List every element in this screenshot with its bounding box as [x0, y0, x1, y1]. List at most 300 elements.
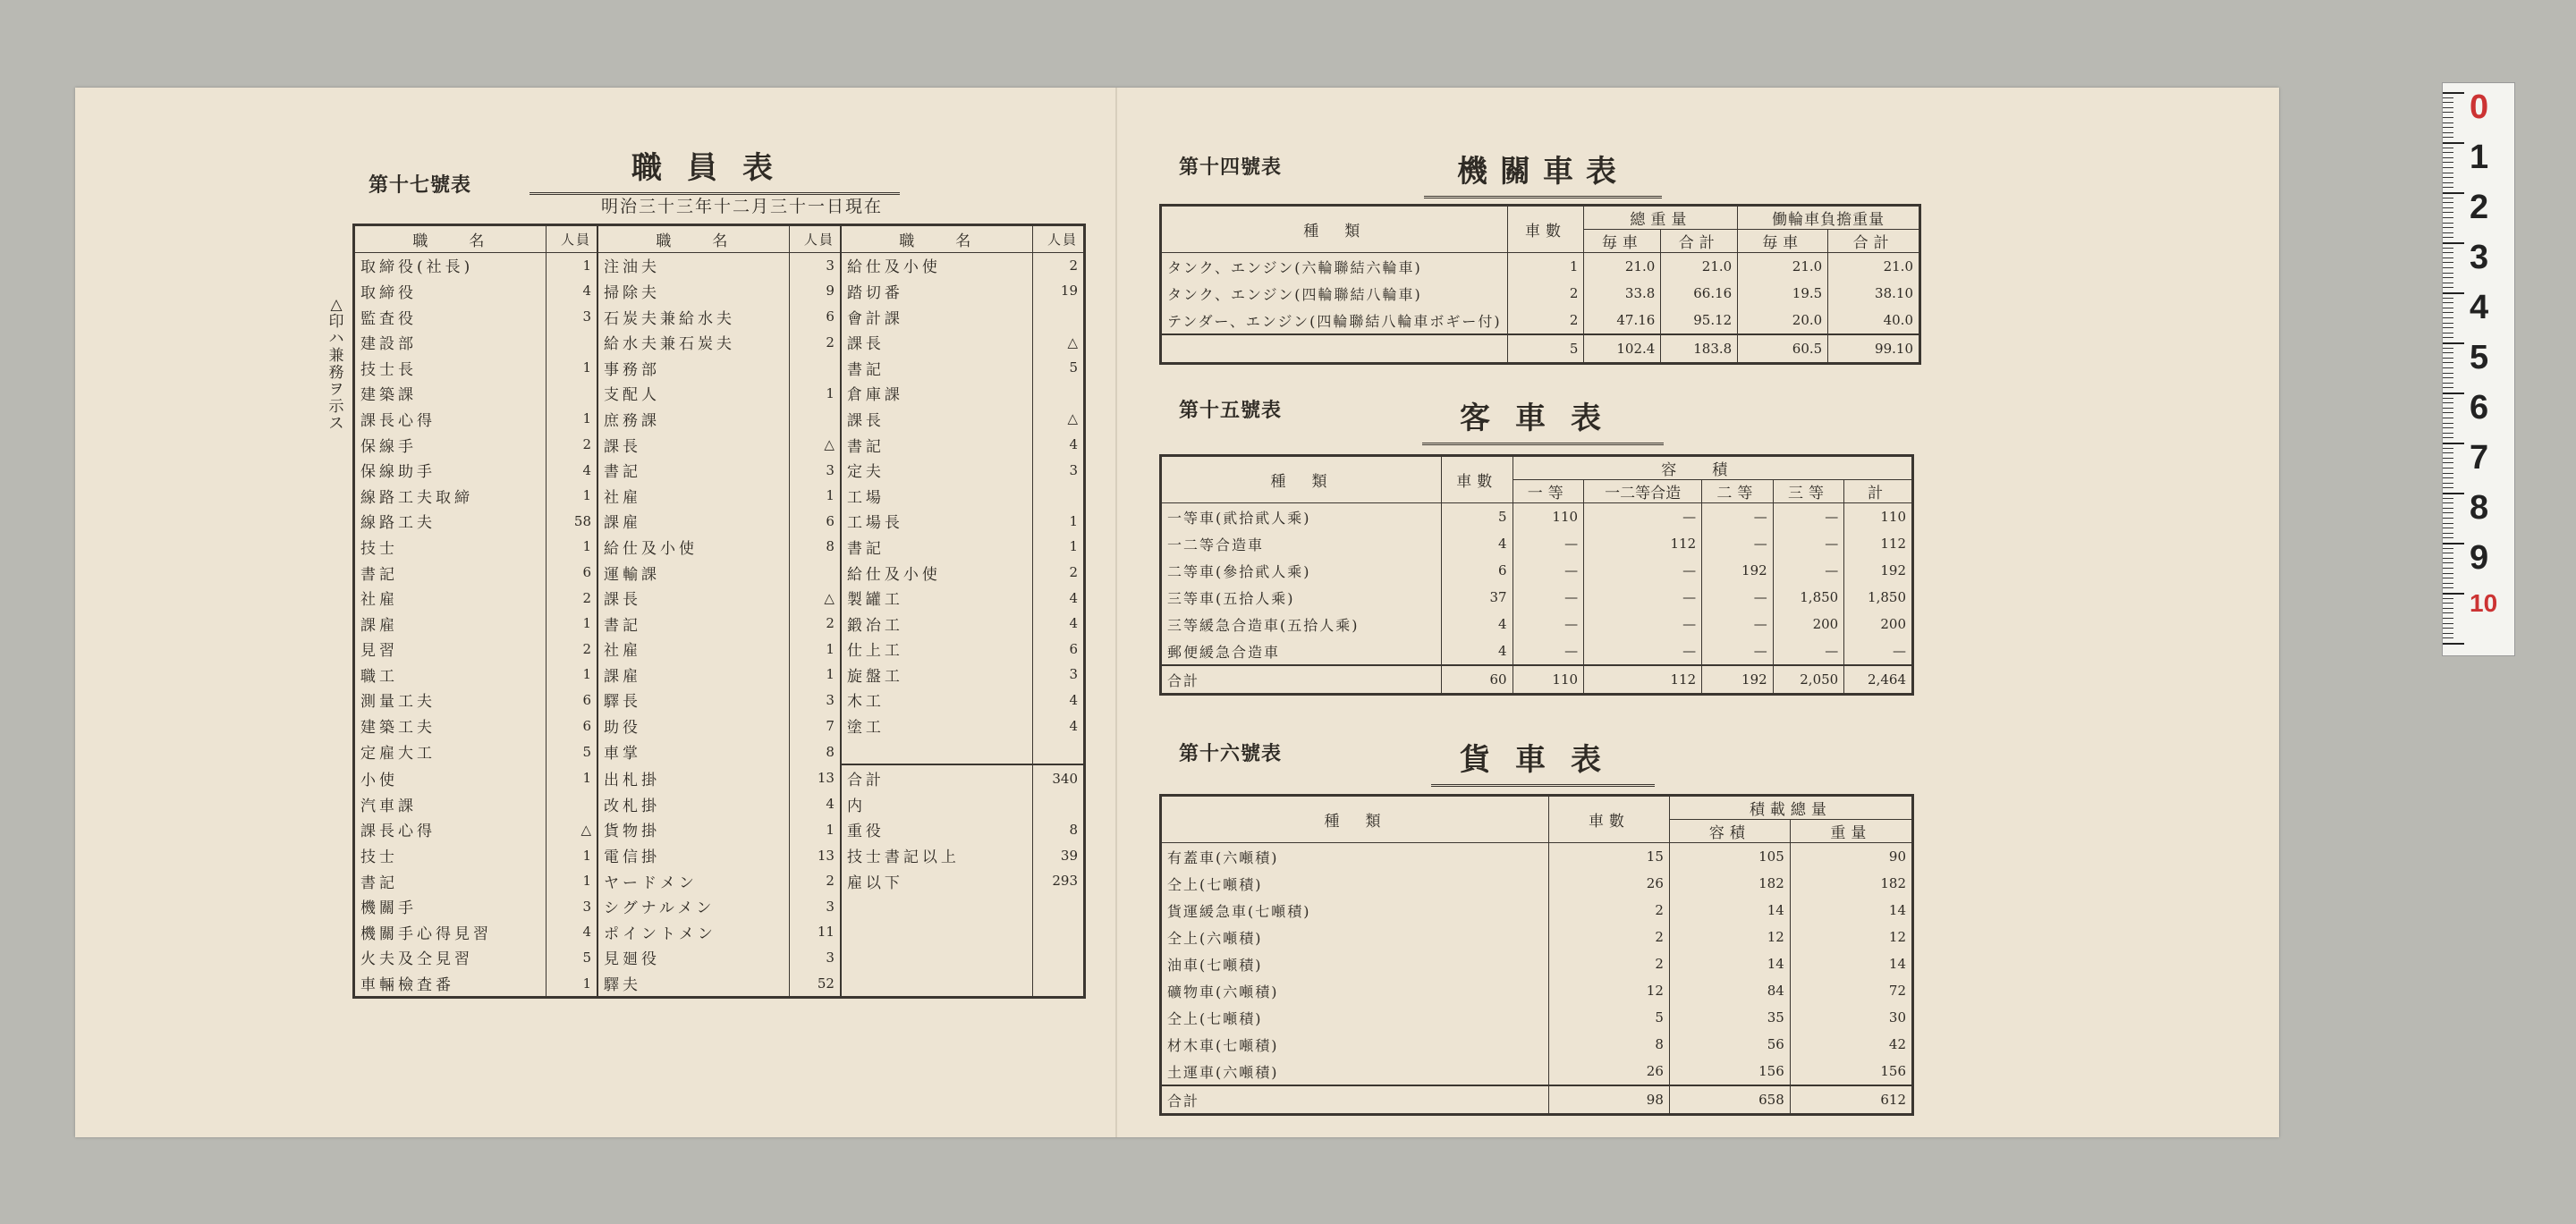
table-cell: 倉庫課: [841, 381, 1032, 407]
table-cell: 2: [546, 637, 597, 663]
ruler-tick: [2443, 262, 2453, 263]
table-cell: 製罐工: [841, 585, 1032, 611]
table-cell: 6: [789, 304, 841, 330]
table-cell: 3: [789, 688, 841, 713]
table-cell: 内: [841, 791, 1032, 817]
table-cell: 6: [546, 688, 597, 713]
table-cell: —: [1513, 611, 1584, 637]
table-cell: 26: [1549, 1058, 1670, 1085]
table-cell: 工場長: [841, 509, 1032, 535]
ruler-tick: [2443, 102, 2453, 103]
table-cell: 72: [1790, 977, 1912, 1004]
table-cell: 仝上(七噸積): [1161, 870, 1549, 897]
fold-line: [1115, 88, 1117, 1137]
ruler-tick: [2443, 608, 2453, 609]
table-row: [354, 509, 1085, 535]
table-cell: 1: [1032, 534, 1084, 560]
table-cell: —: [1702, 503, 1774, 531]
ruler-tick: [2443, 598, 2453, 599]
table-row: [1161, 1031, 1913, 1058]
table-row: [354, 278, 1085, 304]
table-cell: 4: [789, 791, 841, 817]
table-cell: 19.5: [1738, 280, 1828, 307]
table-cell: —: [1513, 584, 1584, 611]
ruler-tick: [2443, 232, 2453, 233]
table-cell: 8: [789, 534, 841, 560]
header-cell: 一二等合造: [1584, 480, 1702, 503]
header-cell: 種 類: [1161, 456, 1442, 503]
table-cell: 1: [789, 662, 841, 688]
table-cell: 合計: [1161, 1085, 1549, 1115]
table-row: [1161, 557, 1913, 584]
table-row: [1161, 977, 1913, 1004]
locomotive-table-title: 機關車表: [1424, 147, 1662, 198]
table-cell: 1: [546, 764, 597, 791]
ruler-tick: [2443, 408, 2453, 409]
table-cell: 4: [1032, 688, 1084, 713]
ruler-tick: [2443, 337, 2453, 338]
table-cell: 7: [789, 713, 841, 739]
ruler-tick: [2443, 287, 2453, 288]
table-cell: 8: [1549, 1031, 1670, 1058]
ruler-tick: [2443, 412, 2453, 413]
table-cell: ポイントメン: [597, 919, 789, 945]
table-cell: 取締役(社長): [360, 258, 474, 277]
ruler-tick: [2443, 157, 2453, 158]
table-cell: 出札掛: [597, 764, 789, 791]
ruler-tick: [2443, 112, 2453, 113]
table-cell: 35: [1669, 1004, 1790, 1031]
table-cell: 木工: [841, 688, 1032, 713]
table-row: [354, 945, 1085, 971]
table-row: [354, 868, 1085, 894]
table-cell: 礦物車(六噸積): [1161, 977, 1549, 1004]
table-cell: 書記: [360, 565, 398, 584]
ruler-tick: [2443, 487, 2453, 488]
staff-table-title: 職員表: [530, 143, 900, 195]
table-cell: 技士: [360, 848, 398, 867]
table-cell: 石炭夫兼給水夫: [597, 304, 789, 330]
table-cell: [1032, 970, 1084, 997]
ruler-tick: [2443, 628, 2453, 629]
table-cell: 3: [789, 457, 841, 483]
table-cell: [1032, 893, 1084, 919]
ruler-tick: [2443, 312, 2453, 313]
header-cell: 總重量: [1584, 206, 1738, 230]
locomotive-table: [1159, 204, 1921, 365]
table-row: [1161, 950, 1913, 977]
ruler-tick: [2443, 427, 2453, 428]
ruler-tick: [2443, 603, 2453, 604]
locomotive-header-row: [1161, 206, 1920, 230]
table-row: [354, 560, 1085, 586]
table-cell: [546, 381, 597, 407]
ruler-tick: [2443, 383, 2453, 384]
table-cell: 掃除夫: [597, 278, 789, 304]
ruler-tick: [2443, 568, 2453, 569]
header-cell: 重量: [1790, 820, 1912, 843]
ruler-tick: [2443, 548, 2453, 549]
table-row: [354, 817, 1085, 843]
table-cell: 給仕及小使: [841, 252, 1032, 278]
table-cell: 21.0: [1828, 253, 1920, 281]
table-cell: 2: [546, 585, 597, 611]
table-cell: 12: [1549, 977, 1670, 1004]
ruler-tick: [2443, 502, 2453, 503]
table-cell: 仝上(六噸積): [1161, 924, 1549, 950]
ruler-number: 0: [2470, 89, 2489, 126]
table-cell: 56: [1669, 1031, 1790, 1058]
ruler-tick: [2443, 117, 2453, 118]
table-cell: 52: [789, 970, 841, 997]
table-cell: 110: [1513, 503, 1584, 531]
ruler-tick: [2443, 593, 2464, 595]
table-cell: 社雇: [597, 637, 789, 663]
ruler-tick: [2443, 167, 2453, 168]
header-cell: 合計: [1661, 230, 1738, 253]
ruler-number: 1: [2470, 139, 2489, 176]
table-row: [354, 688, 1085, 713]
table-cell: 40.0: [1828, 307, 1920, 334]
table-cell: 1: [546, 842, 597, 868]
ruler-tick: [2443, 267, 2453, 268]
table-cell: 4: [546, 278, 597, 304]
staff-header-row: [354, 225, 1085, 253]
table-cell: 8: [789, 739, 841, 765]
header-cell: 職 名: [354, 225, 547, 253]
ruler-tick: [2443, 302, 2453, 303]
ruler-tick: [2443, 132, 2453, 133]
table-cell: 1: [546, 611, 597, 637]
table-cell: 貨運緩急車(七噸積): [1161, 897, 1549, 924]
table-cell: 保線助手: [360, 463, 436, 482]
table-cell: 給仕及小使: [597, 534, 789, 560]
table-cell: 21.0: [1584, 253, 1661, 281]
table-cell: [841, 739, 1032, 765]
ruler-tick: [2443, 227, 2453, 228]
table-cell: 2: [1549, 924, 1670, 950]
table-cell: 課雇: [597, 662, 789, 688]
table-cell: 1: [789, 637, 841, 663]
table-cell: 3: [546, 304, 597, 330]
table-cell: [841, 945, 1032, 971]
ruler-tick: [2443, 483, 2453, 484]
table-cell: 3: [789, 252, 841, 278]
locomotive-table-number: 第十四號表: [1179, 156, 1283, 179]
ruler-number: 10: [2470, 589, 2498, 617]
ruler-tick: [2443, 537, 2453, 538]
table-cell: —: [1584, 584, 1702, 611]
table-cell: 課雇: [360, 616, 398, 635]
table-cell: 車掌: [597, 739, 789, 765]
ruler-tick: [2443, 443, 2464, 444]
header-cell: 容積: [1669, 820, 1790, 843]
ruler-tick: [2443, 137, 2453, 138]
table-cell: 三等緩急合造車(五拾人乘): [1161, 611, 1442, 637]
table-cell: ヤードメン: [597, 868, 789, 894]
ruler-tick: [2443, 398, 2453, 399]
ruler-tick: [2443, 187, 2453, 188]
coach-table-number: 第十五號表: [1179, 399, 1283, 422]
table-cell: 工場: [841, 483, 1032, 509]
ruler-tick: [2443, 543, 2464, 544]
table-row: [354, 355, 1085, 381]
table-row: [354, 381, 1085, 407]
ruler-tick: [2443, 352, 2453, 353]
table-cell: 仕上工: [841, 637, 1032, 663]
table-row: [1161, 843, 1913, 871]
ruler-tick: [2443, 142, 2464, 144]
table-cell: 貨物掛: [597, 817, 789, 843]
table-cell: [841, 919, 1032, 945]
table-cell: [1032, 739, 1084, 765]
table-cell: 見廻役: [597, 945, 789, 971]
table-row: [1161, 584, 1913, 611]
table-cell: 課長: [597, 585, 789, 611]
table-cell: 定雇大工: [360, 745, 436, 764]
table-cell: 鍛冶工: [841, 611, 1032, 637]
table-cell: △: [789, 585, 841, 611]
table-cell: 2: [1507, 280, 1584, 307]
ruler-tick: [2443, 107, 2453, 108]
table-cell: 19: [1032, 278, 1084, 304]
table-cell: 11: [789, 919, 841, 945]
table-cell: 踏切番: [841, 278, 1032, 304]
ruler-tick: [2443, 558, 2453, 559]
table-cell: 1: [789, 483, 841, 509]
table-cell: 612: [1790, 1085, 1912, 1115]
table-cell: 3: [789, 945, 841, 971]
table-cell: 4: [1442, 611, 1513, 637]
table-cell: 8: [1032, 817, 1084, 843]
table-cell: 105: [1669, 843, 1790, 871]
ruler-tick: [2443, 358, 2453, 359]
staff-side-note: △印ハ兼務ヲ示ス: [328, 296, 344, 433]
table-row: [1161, 1085, 1913, 1115]
table-cell: 5: [546, 945, 597, 971]
table-cell: 30: [1790, 1004, 1912, 1031]
table-row: [1161, 253, 1920, 281]
table-cell: 15: [1549, 843, 1670, 871]
table-cell: 84: [1669, 977, 1790, 1004]
ruler-tick: [2443, 583, 2453, 584]
ruler-tick: [2443, 587, 2453, 588]
table-cell: 14: [1669, 897, 1790, 924]
table-row: [354, 457, 1085, 483]
table-cell: 合計: [841, 764, 1032, 791]
header-cell: 計: [1844, 480, 1913, 503]
table-cell: 書記: [841, 534, 1032, 560]
freight-header-row: [1161, 796, 1913, 820]
table-cell: 12: [1669, 924, 1790, 950]
ruler-tick: [2443, 477, 2453, 478]
ruler-tick: [2443, 493, 2464, 494]
table-row: [354, 919, 1085, 945]
table-cell: [789, 355, 841, 381]
table-cell: [546, 329, 597, 355]
table-cell: 車輛檢査番: [360, 976, 454, 995]
ruler-tick: [2443, 612, 2453, 613]
ruler-tick: [2443, 182, 2453, 183]
table-cell: 99.10: [1828, 334, 1920, 364]
table-row: [354, 893, 1085, 919]
table-cell: 書記: [597, 457, 789, 483]
table-cell: 事務部: [597, 355, 789, 381]
ruler-tick: [2443, 122, 2453, 123]
header-cell: 三等: [1773, 480, 1844, 503]
table-cell: 66.16: [1661, 280, 1738, 307]
table-cell: 郵便緩急合造車: [1161, 637, 1442, 665]
table-cell: タンク、エンジン(四輪聯結八輪車): [1161, 280, 1508, 307]
ruler-tick: [2443, 362, 2453, 363]
table-cell: 3: [1032, 457, 1084, 483]
header-cell: 積載總量: [1669, 796, 1912, 820]
table-cell: 60: [1442, 665, 1513, 695]
table-cell: [1032, 919, 1084, 945]
table-cell: 雇以下: [841, 868, 1032, 894]
table-cell: —: [1513, 637, 1584, 665]
table-row: [1161, 924, 1913, 950]
table-cell: 2: [1549, 950, 1670, 977]
table-cell: 1: [546, 483, 597, 509]
table-cell: 合計: [1161, 665, 1442, 695]
table-cell: 旋盤工: [841, 662, 1032, 688]
header-cell: 職 名: [841, 225, 1032, 253]
table-cell: 4: [1032, 432, 1084, 458]
table-row: [354, 534, 1085, 560]
freight-table-body: [1161, 843, 1913, 1115]
header-cell: 毎車: [1584, 230, 1661, 253]
header-cell: 一等: [1513, 480, 1584, 503]
header-cell: 車數: [1442, 456, 1513, 503]
ruler-tick: [2443, 373, 2453, 374]
table-row: [354, 252, 1085, 278]
ruler-tick: [2443, 327, 2453, 328]
table-cell: 5: [1549, 1004, 1670, 1031]
table-cell: 線路工夫取締: [360, 488, 473, 507]
table-cell: 60.5: [1738, 334, 1828, 364]
ruler-tick: [2443, 618, 2453, 619]
ruler-tick: [2443, 202, 2453, 203]
ruler-tick: [2443, 97, 2453, 98]
table-cell: 機關手: [360, 899, 417, 918]
ruler-tick: [2443, 452, 2453, 453]
table-cell: 4: [1442, 530, 1513, 557]
ruler-tick: [2443, 437, 2453, 438]
header-cell: 人員: [546, 225, 597, 253]
table-cell: 3: [1032, 662, 1084, 688]
table-row: [1161, 897, 1913, 924]
ruler-number: 5: [2470, 339, 2489, 376]
table-cell: 58: [546, 509, 597, 535]
table-row: [354, 791, 1085, 817]
table-cell: 保線手: [360, 437, 417, 456]
table-row: [1161, 334, 1920, 364]
table-cell: 2: [789, 611, 841, 637]
header-cell: 毎車: [1738, 230, 1828, 253]
table-cell: 21.0: [1661, 253, 1738, 281]
table-cell: 2: [546, 432, 597, 458]
table-cell: —: [1773, 637, 1844, 665]
table-cell: —: [1702, 584, 1774, 611]
table-cell: 一等車(貮拾貮人乘): [1161, 503, 1442, 531]
ruler-number: 6: [2470, 389, 2489, 426]
table-cell: [1032, 381, 1084, 407]
table-cell: 1: [546, 970, 597, 997]
table-cell: 土運車(六噸積): [1161, 1058, 1549, 1085]
table-cell: 電信掛: [597, 842, 789, 868]
ruler-tick: [2443, 323, 2453, 324]
header-cell: 車數: [1549, 796, 1670, 843]
ruler-tick: [2443, 433, 2453, 434]
table-cell: 材木車(七噸積): [1161, 1031, 1549, 1058]
ruler-tick: [2443, 508, 2453, 509]
table-row: [354, 304, 1085, 330]
table-cell: 192: [1844, 557, 1913, 584]
measurement-ruler: [2442, 82, 2515, 656]
ruler-tick: [2443, 257, 2453, 258]
table-cell: 機關手心得見習: [360, 924, 492, 943]
ruler-tick: [2443, 177, 2453, 178]
table-cell: 2: [1507, 307, 1584, 334]
table-cell: 運輸課: [597, 560, 789, 586]
header-cell: 職 名: [597, 225, 789, 253]
table-cell: 156: [1790, 1058, 1912, 1085]
table-cell: 2,464: [1844, 665, 1913, 695]
table-cell: 6: [546, 713, 597, 739]
coach-table-title: 客車表: [1422, 393, 1664, 445]
table-cell: 驛夫: [597, 970, 789, 997]
ruler-tick: [2443, 298, 2453, 299]
table-cell: 測量工夫: [360, 693, 436, 712]
table-cell: 2: [1032, 560, 1084, 586]
table-cell: 汽車課: [360, 797, 417, 815]
table-cell: 重役: [841, 817, 1032, 843]
table-cell: 112: [1844, 530, 1913, 557]
table-cell: 112: [1584, 665, 1702, 695]
ruler-tick: [2443, 423, 2453, 424]
ruler-tick: [2443, 637, 2453, 638]
table-cell: 6: [1032, 637, 1084, 663]
table-cell: △: [789, 432, 841, 458]
ruler-number: 9: [2470, 539, 2489, 577]
table-cell: 26: [1549, 870, 1670, 897]
table-cell: 建設部: [360, 335, 417, 354]
table-cell: 112: [1584, 530, 1702, 557]
table-cell: 火夫及仝見習: [360, 950, 473, 969]
ruler-tick: [2443, 473, 2453, 474]
table-row: [354, 739, 1085, 765]
ruler-number: 2: [2470, 189, 2489, 226]
table-cell: 1: [789, 381, 841, 407]
coach-table: [1159, 454, 1914, 696]
table-cell: 47.16: [1584, 307, 1661, 334]
table-cell: 3: [546, 893, 597, 919]
table-cell: 3: [789, 893, 841, 919]
ruler-tick: [2443, 387, 2453, 388]
table-cell: 改札掛: [597, 791, 789, 817]
ruler-tick: [2443, 237, 2453, 238]
table-cell: 1: [546, 868, 597, 894]
table-cell: —: [1584, 611, 1702, 637]
staff-table: [352, 224, 1086, 999]
ruler-tick: [2443, 393, 2464, 394]
table-row: [1161, 870, 1913, 897]
table-row: [354, 611, 1085, 637]
staff-date-note: 明治三十三年十二月三十一日現在: [601, 197, 884, 216]
ruler-tick: [2443, 162, 2453, 163]
table-cell: 110: [1513, 665, 1584, 695]
